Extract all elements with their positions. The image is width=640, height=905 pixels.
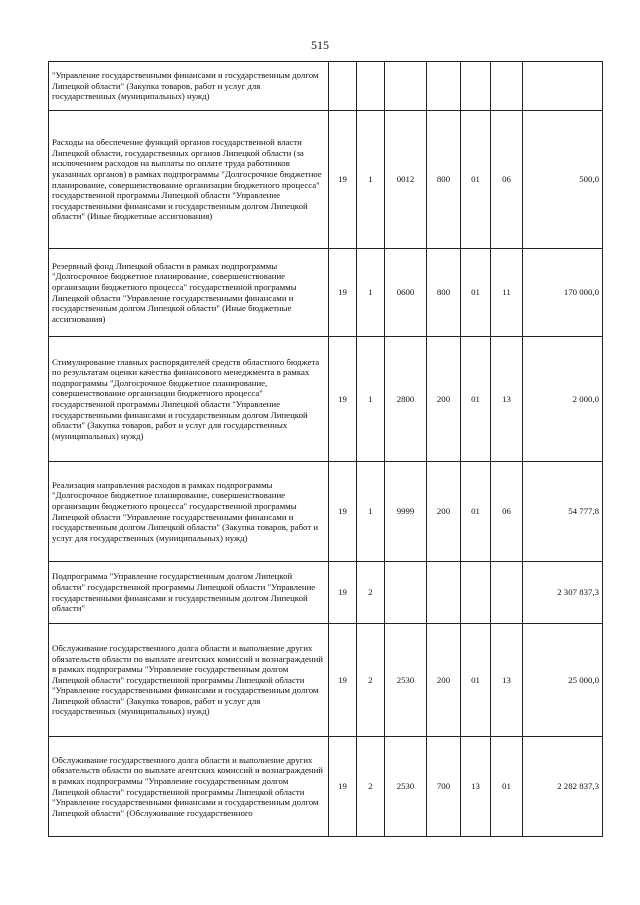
cell-target-article: 0600 [385,249,427,337]
page-number: 515 [311,38,329,52]
cell-amount: 2 282 837,3 [523,737,603,837]
table-row [49,737,603,837]
cell-code [491,62,523,111]
cell-code: 11 [491,249,523,337]
cell-section: 1 [357,337,385,462]
cell-target-article [385,562,427,624]
row-description: Обслуживание государственного долга области и выполнение других обязательств области по выплате агентских комиссий и вознаграждений в рамках подпрограммы "Управление государственным долгом Липецкой области" государственной программы Липецкой области "Управление государственными финансами и государственным долгом Липецкой области" (Закупка товаров, работ и услуг для государственных (муниципальных) нужд) [49,624,329,737]
cell-grbs: 19 [329,337,357,462]
cell-amount: 500,0 [523,111,603,249]
cell-grbs: 19 [329,737,357,837]
cell-code: 01 [491,737,523,837]
cell-grbs: 19 [329,249,357,337]
cell-amount: 54 777,8 [523,462,603,562]
cell-amount: 2 000,0 [523,337,603,462]
cell-target-article: 0012 [385,111,427,249]
cell-section: 1 [357,462,385,562]
table-row [49,462,603,562]
cell-section: 1 [357,249,385,337]
cell-amount: 25 000,0 [523,624,603,737]
cell-grbs: 19 [329,562,357,624]
cell-expense-type: 200 [427,462,461,562]
cell-grbs: 19 [329,462,357,562]
row-description: "Управление государственными финансами и государственным долгом Липецкой области" (Закупка товаров, работ и услуг для государственных (муниципальных) нужд) [49,62,329,111]
cell-amount [523,62,603,111]
cell-target-article: 2530 [385,737,427,837]
cell-subsection [461,562,491,624]
cell-target-article [385,62,427,111]
cell-subsection: 01 [461,249,491,337]
table-row [49,562,603,624]
cell-expense-type: 200 [427,624,461,737]
cell-section: 1 [357,111,385,249]
row-description: Расходы на обеспечение функций органов государственной власти Липецкой области, государственных органов Липецкой области (за исключением расходов на выплаты по оплате труда работников указанных органов) в рамках подпрограммы "Долгосрочное бюджетное планирование, совершенствование организации бюджетного процесса" государственной программы Липецкой области "Управление государственными финансами и государственным долгом Липецкой области" (Иные бюджетные ассигнования) [49,111,329,249]
cell-target-article: 2530 [385,624,427,737]
cell-amount: 170 000,0 [523,249,603,337]
cell-code [491,562,523,624]
row-description: Реализация направления расходов в рамках подпрограммы "Долгосрочное бюджетное планирование, совершенствование организации бюджетного процесса" государственной программы Липецкой области "Управление государственными финансами и государственным долгом Липецкой области" (Закупка товаров, работ и услуг для государственных (муниципальных) нужд) [49,462,329,562]
cell-code: 06 [491,462,523,562]
cell-expense-type: 700 [427,737,461,837]
cell-subsection: 01 [461,337,491,462]
row-description: Стимулирование главных распорядителей средств областного бюджета по результатам оценки качества финансового менеджмента в рамках подпрограммы "Долгосрочное бюджетное планирование, совершенствование организации бюджетного процесса" государственной программы Липецкой области "Управление государственными финансами и государственным долгом Липецкой области" (Закупка товаров, работ и услуг для государственных (муниципальных) нужд) [49,337,329,462]
row-description: Резервный фонд Липецкой области в рамках подпрограммы "Долгосрочное бюджетное планирование, совершенствование организации бюджетного процесса" государственной программы Липецкой области "Управление государственными финансами и государственным долгом Липецкой области" (Иные бюджетные ассигнования) [49,249,329,337]
cell-subsection: 01 [461,462,491,562]
cell-code: 06 [491,111,523,249]
cell-subsection [461,62,491,111]
table-row [49,337,603,462]
cell-code: 13 [491,337,523,462]
cell-grbs: 19 [329,624,357,737]
budget-table [48,61,603,837]
cell-expense-type: 800 [427,111,461,249]
cell-grbs: 19 [329,111,357,249]
table-row [49,111,603,249]
cell-amount: 2 307 837,3 [523,562,603,624]
table-row [49,249,603,337]
table-row [49,62,603,111]
cell-subsection: 01 [461,624,491,737]
cell-subsection: 13 [461,737,491,837]
table-row [49,624,603,737]
cell-section: 2 [357,624,385,737]
cell-section: 2 [357,737,385,837]
cell-section: 2 [357,562,385,624]
cell-target-article: 2800 [385,337,427,462]
row-description: Обслуживание государственного долга области и выполнение других обязательств области по выплате агентских комиссий и вознаграждений в рамках подпрограммы "Управление государственным долгом Липецкой области" государственной программы Липецкой области "Управление государственными финансами и государственным долгом Липецкой области" (Обслуживание государственного [49,737,329,837]
cell-expense-type: 200 [427,337,461,462]
cell-expense-type [427,562,461,624]
cell-subsection: 01 [461,111,491,249]
cell-section [357,62,385,111]
row-description: Подпрограмма "Управление государственным долгом Липецкой области" государственной программы Липецкой области "Управление государственными финансами и государственным долгом Липецкой области" [49,562,329,624]
cell-target-article: 9999 [385,462,427,562]
cell-grbs [329,62,357,111]
cell-expense-type: 800 [427,249,461,337]
cell-code: 13 [491,624,523,737]
cell-expense-type [427,62,461,111]
